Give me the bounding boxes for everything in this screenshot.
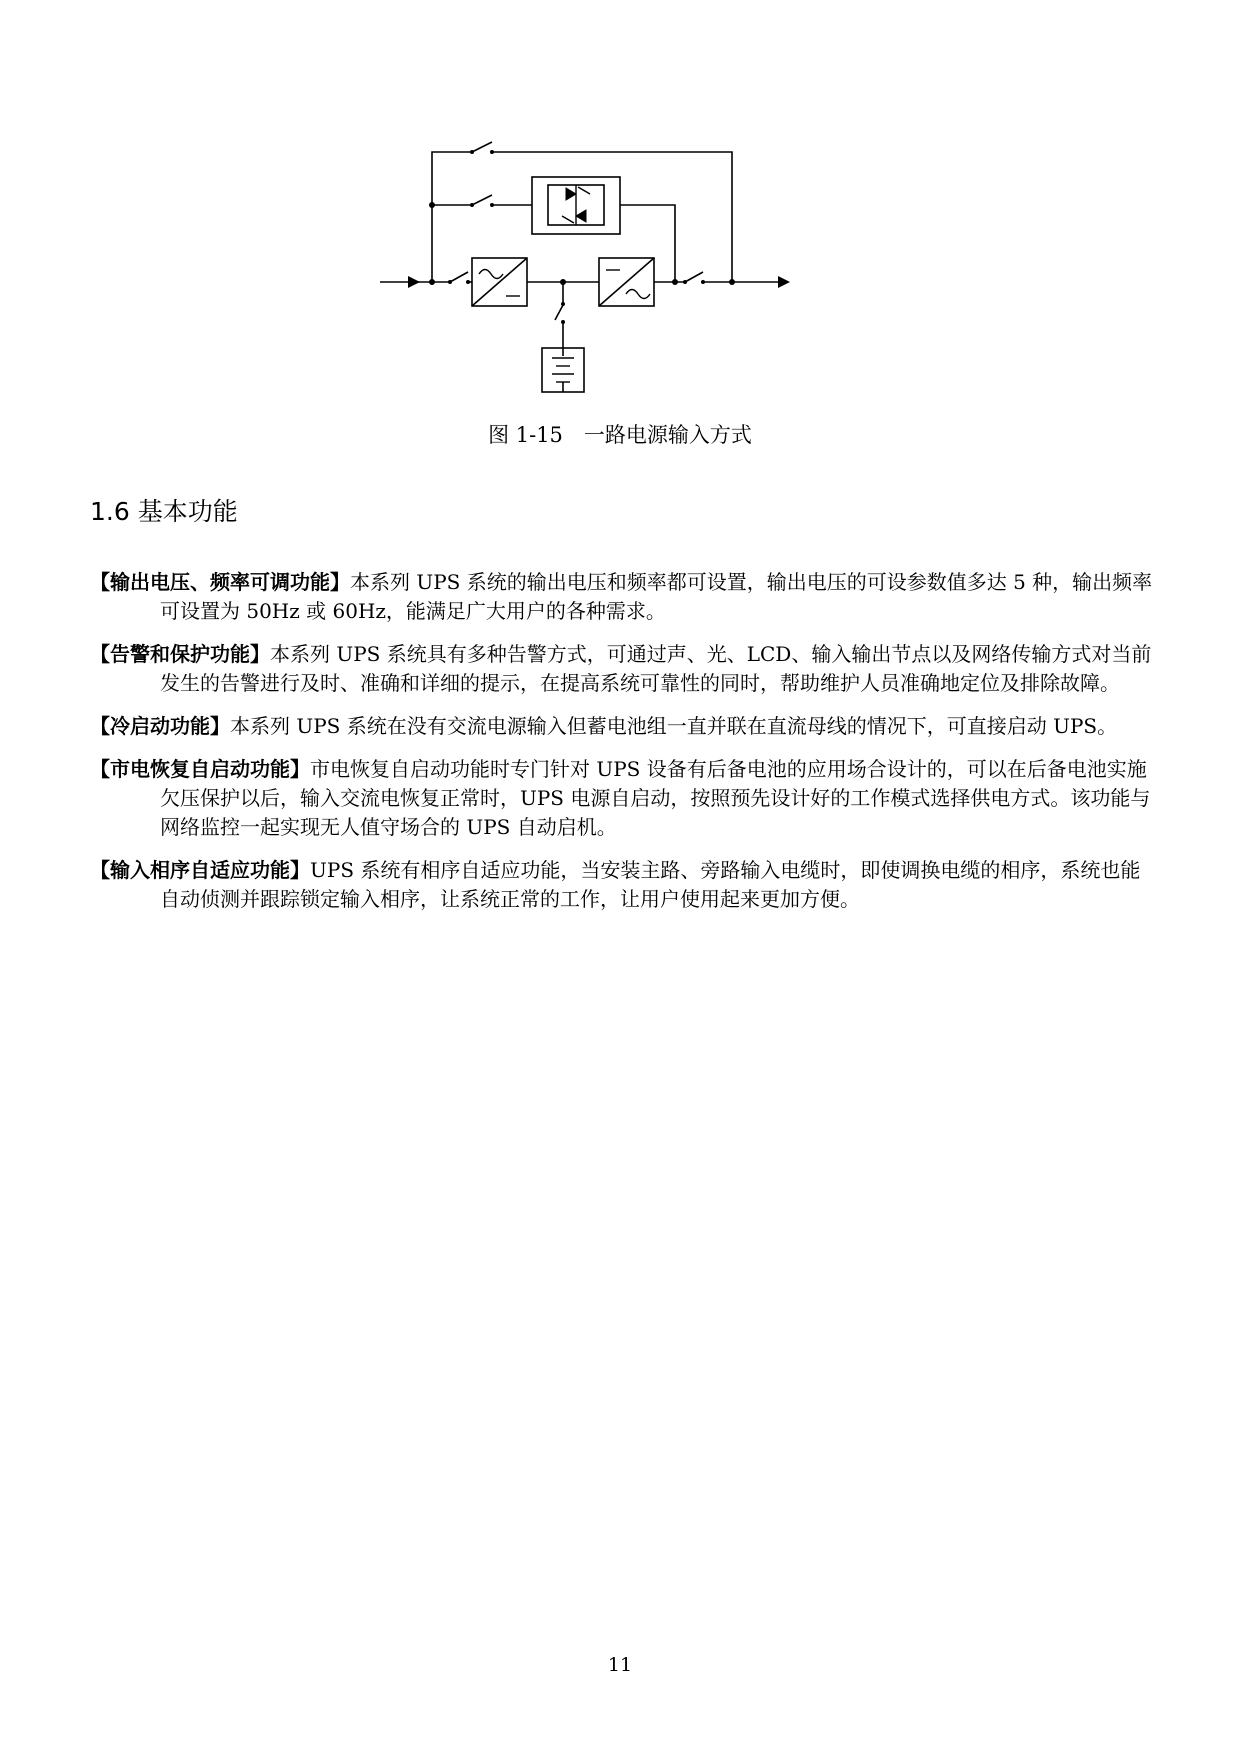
feature-paragraph	[90, 755, 1158, 842]
section-title-text: 基本功能	[137, 497, 238, 526]
inverter-ac-symbol	[626, 290, 650, 299]
feature-label: 【市电恢复自启动功能】	[90, 757, 310, 781]
feature-paragraph	[90, 856, 1158, 914]
feature-label: 【告警和保护功能】	[90, 642, 270, 666]
feature-paragraph	[90, 712, 1158, 741]
feature-text: UPS 系统有相序自适应功能，当安装主路、旁路输入电缆时，即使调换电缆的相序，系统也能自动侦测并跟踪锁定输入相序，让系统正常的工作，让用户使用起来更加方便。	[160, 858, 1141, 911]
input-switch-blade	[450, 272, 468, 282]
junction-dot	[560, 279, 566, 285]
output-arrow	[778, 276, 790, 288]
feature-text: 本系列 UPS 系统具有多种告警方式，可通过声、光、LCD、输入输出节点以及网络传输方式对当前发生的告警进行及时、准确和详细的提示，在提高系统可靠性的同时，帮助维护人员准确地定位及排除故障。	[160, 642, 1152, 695]
feature-list	[90, 568, 1158, 928]
junction-dot	[429, 202, 435, 208]
maintenance-bypass-return	[492, 152, 732, 282]
feature-paragraph	[90, 640, 1158, 698]
rectifier-ac-symbol	[479, 270, 503, 279]
feature-text: 市电恢复自启动功能时专门针对 UPS 设备有后备电池的应用场合设计的，可以在后备电池实施欠压保护以后，输入交流电恢复正常时，UPS 电源自启动，按照预先设计好的工作模式选择供电方式。该功能与网络监控一起实现无人值守场合的 UPS 自动启机。	[160, 757, 1151, 839]
section-number: 1.6	[90, 497, 130, 526]
junction-dot	[672, 279, 678, 285]
feature-text: 本系列 UPS 系统的输出电压和频率都可设置，输出电压的可设参数值多达 5 种，输出频率可设置为 50Hz 或 60Hz，能满足广大用户的各种需求。	[160, 570, 1153, 623]
battery-switch-blade	[555, 305, 563, 320]
maintenance-bypass-line	[432, 152, 472, 282]
junction-dot	[729, 279, 735, 285]
feature-label: 【冷启动功能】	[90, 714, 230, 738]
thyristor-forward	[566, 188, 576, 200]
feature-label: 【输出电压、频率可调功能】	[90, 570, 350, 594]
junction-dot	[429, 279, 435, 285]
maintenance-bypass-switch-blade	[472, 142, 492, 152]
page-number: 11	[607, 1654, 633, 1676]
figure-caption: 图 1-15 一路电源输入方式	[488, 423, 752, 447]
ups-single-input-diagram	[380, 130, 860, 410]
static-bypass-switch-blade	[472, 195, 492, 205]
section-heading	[90, 494, 238, 530]
input-arrow	[408, 276, 420, 288]
feature-text: 本系列 UPS 系统在没有交流电源输入但蓄电池组一直并联在直流母线的情况下，可直接启动 UPS。	[230, 714, 1118, 738]
feature-label: 【输入相序自适应功能】	[90, 858, 310, 882]
output-switch-blade	[685, 272, 703, 282]
static-bypass-return	[620, 205, 675, 282]
thyristor-reverse	[576, 210, 586, 222]
feature-paragraph	[90, 568, 1158, 626]
